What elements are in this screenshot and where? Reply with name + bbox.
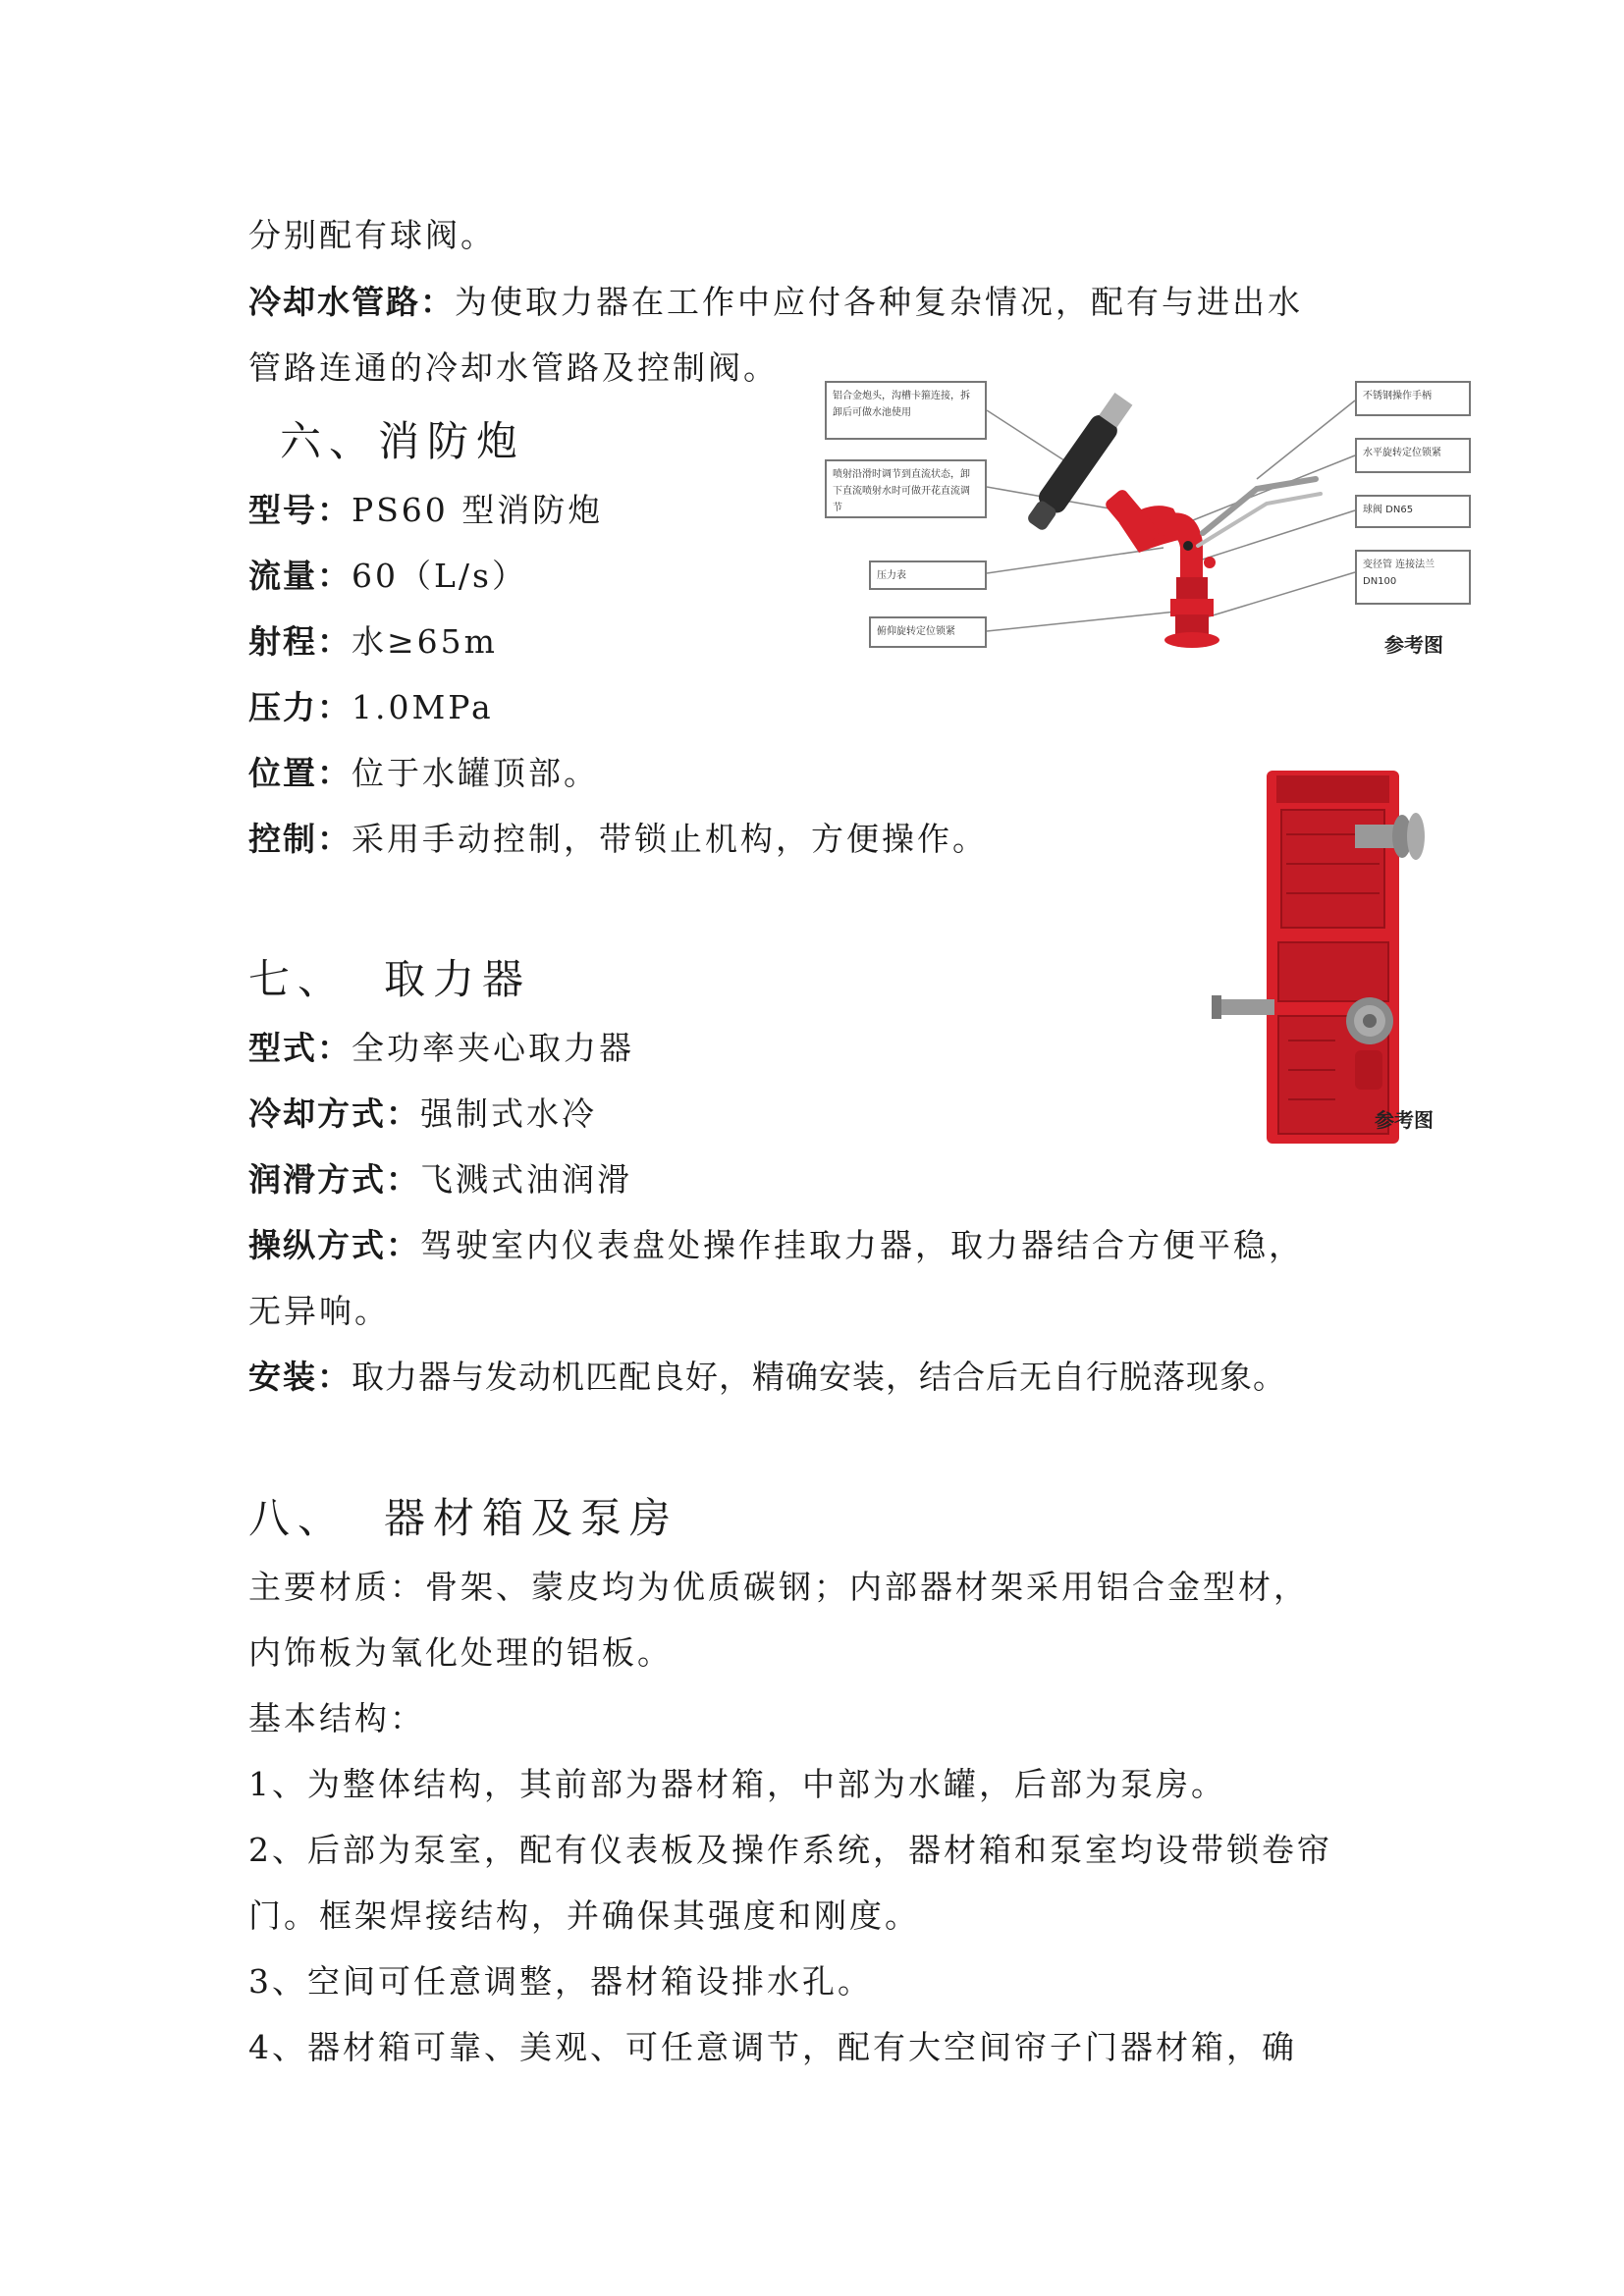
section-heading-8: 八、 器材箱及泵房 xyxy=(248,1494,679,1542)
spec-line: 射程：水≥65m xyxy=(248,622,498,661)
fire-monitor-figure xyxy=(825,371,1492,666)
text-line: 1、为整体结构，其前部为器材箱，中部为水罐，后部为泵房。 xyxy=(248,1765,1226,1803)
callout-pressure-gauge: 压力表 xyxy=(869,561,987,590)
spec-line: 控制：采用手动控制，带锁止机构，方便操作。 xyxy=(248,820,988,858)
spec-line: 型式：全功率夹心取力器 xyxy=(248,1029,634,1067)
spec-line: 无异响。 xyxy=(248,1292,390,1330)
text-line: 分别配有球阀。 xyxy=(248,216,496,254)
callout-nozzle-adjust: 喷射沿滑时调节到直流状态，卸下直流喷射水时可做开花直流调节 xyxy=(825,459,987,518)
spec-line: 润滑方式：飞溅式油润滑 xyxy=(248,1160,632,1199)
callout-reducer: 变径管 连接法兰 DN100 xyxy=(1355,550,1471,605)
spec-line: 流量：60（L/s） xyxy=(248,557,527,595)
callout-handle: 不锈钢操作手柄 xyxy=(1355,381,1471,416)
spec-line: 操纵方式：驾驶室内仪表盘处操作挂取力器，取力器结合方便平稳， xyxy=(248,1226,1304,1264)
spec-line: 型号：PS60 型消防炮 xyxy=(248,491,604,529)
callout-pitch-lock: 俯仰旋转定位锁紧 xyxy=(869,616,987,648)
text-line: 主要材质：骨架、蒙皮均为优质碳钢；内部器材架采用铝合金型材， xyxy=(248,1568,1309,1606)
pto-image xyxy=(1208,766,1453,1158)
callout-nozzle: 铝合金炮头，沟槽卡箍连接，拆卸后可做水池使用 xyxy=(825,381,987,440)
pto-figure xyxy=(1208,766,1453,1158)
callout-ball-valve: 球阀 DN65 xyxy=(1355,495,1471,528)
figure-caption: 参考图 xyxy=(1384,633,1443,657)
spec-line: 冷却方式：强制式水冷 xyxy=(248,1095,597,1133)
figure-caption: 参考图 xyxy=(1375,1108,1434,1132)
text-line: 3、空间可任意调整，器材箱设排水孔。 xyxy=(248,1962,873,2001)
spec-line: 位置：位于水罐顶部。 xyxy=(248,754,599,792)
text-line: 管路连通的冷却水管路及控制阀。 xyxy=(248,348,779,387)
text-line: 冷却水管路：为使取力器在工作中应付各种复杂情况，配有与进出水 xyxy=(248,283,1303,321)
callout-horizontal-lock: 水平旋转定位锁紧 xyxy=(1355,438,1471,473)
section-heading-7: 七、 取力器 xyxy=(248,955,532,1003)
text-line: 4、器材箱可靠、美观、可任意调节，配有大空间帘子门器材箱，确 xyxy=(248,2028,1297,2066)
section-heading-6: 六、消防炮 xyxy=(280,417,526,465)
text-line: 内饰板为氧化处理的铝板。 xyxy=(248,1633,673,1672)
spec-line: 安装：取力器与发动机匹配良好，精确安装，结合后无自行脱落现象。 xyxy=(248,1358,1286,1396)
spec-line: 压力：1.0MPa xyxy=(248,688,494,726)
text-line: 门。框架焊接结构，并确保其强度和刚度。 xyxy=(248,1896,920,1935)
text-line: 基本结构： xyxy=(248,1699,425,1737)
text-line: 2、后部为泵室，配有仪表板及操作系统，器材箱和泵室均设带锁卷帘 xyxy=(248,1831,1332,1869)
